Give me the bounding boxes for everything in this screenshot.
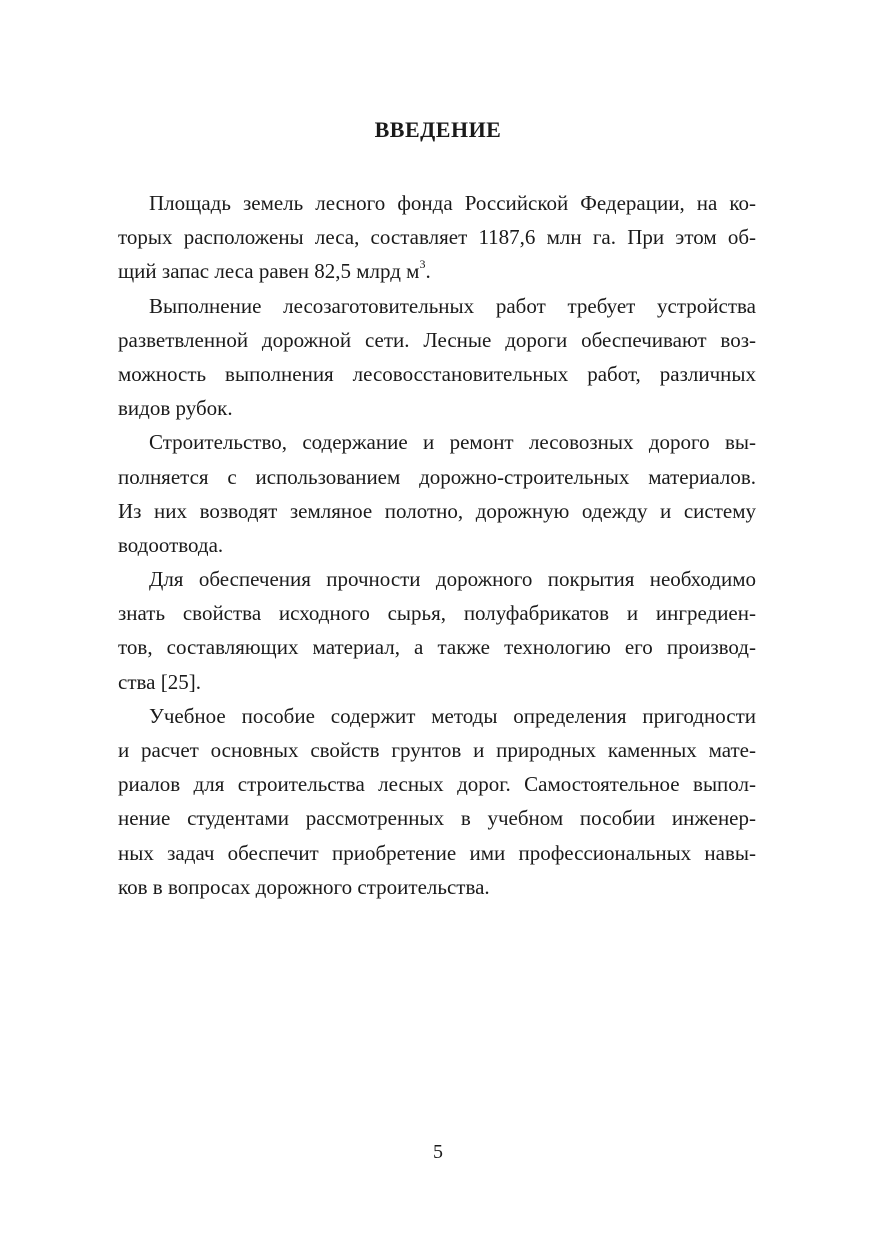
text-line: торых расположены леса, составляет 1187,6 млн га. При этом об- xyxy=(118,225,756,250)
text-line: полняется с использованием дорожно-строительных материалов. xyxy=(118,464,756,489)
paragraph xyxy=(118,699,756,904)
text-fragment: щий запас леса равен 82,5 млрд м xyxy=(118,259,420,284)
superscript: 3 xyxy=(419,257,426,272)
body-text xyxy=(118,186,756,904)
page-number: 5 xyxy=(433,1141,443,1163)
text-line: Для обеспечения прочности дорожного покрытия необходимо xyxy=(149,567,756,592)
text-line: ных задач обеспечит приобретение ими профессиональных навы- xyxy=(118,840,756,865)
text-line: Учебное пособие содержит методы определения пригодности xyxy=(149,703,756,728)
paragraph xyxy=(118,425,756,562)
text-line xyxy=(118,254,756,288)
text-line: водоотвода. xyxy=(118,532,224,557)
text-fragment: . xyxy=(425,259,431,284)
text-line: Выполнение лесозаготовительных работ требует устройства xyxy=(149,293,756,318)
text-line: нение студентами рассмотренных в учебном пособии инженер- xyxy=(118,806,756,831)
paragraph xyxy=(118,186,756,289)
text-line: ства [25]. xyxy=(118,669,201,694)
text-line: Строительство, содержание и ремонт лесовозных дорого вы- xyxy=(149,430,756,455)
text-line: риалов для строительства лесных дорог. Самостоятельное выпол- xyxy=(118,772,756,797)
text-line: и расчет основных свойств грунтов и природных каменных мате- xyxy=(118,738,756,762)
paragraph xyxy=(118,562,756,699)
text-line: Из них возводят земляное полотно, дорожную одежду и систему xyxy=(118,498,756,523)
text-line: Площадь земель лесного фонда Российской Федерации, на ко- xyxy=(149,191,756,215)
paragraph xyxy=(118,289,756,426)
text-line: ков в вопросах дорожного строительства. xyxy=(118,874,490,899)
text-line: тов, составляющих материал, а также технологию его производ- xyxy=(118,635,756,660)
text-line: можность выполнения лесовосстановительных работ, различных xyxy=(118,361,756,386)
page-title: ВВЕДЕНИЕ xyxy=(374,117,502,142)
text-line: видов рубок. xyxy=(118,396,233,421)
text-line: разветвленной дорожной сети. Лесные дороги обеспечивают воз- xyxy=(118,327,756,352)
text-line: знать свойства исходного сырья, полуфабрикатов и ингредиен- xyxy=(118,601,756,626)
